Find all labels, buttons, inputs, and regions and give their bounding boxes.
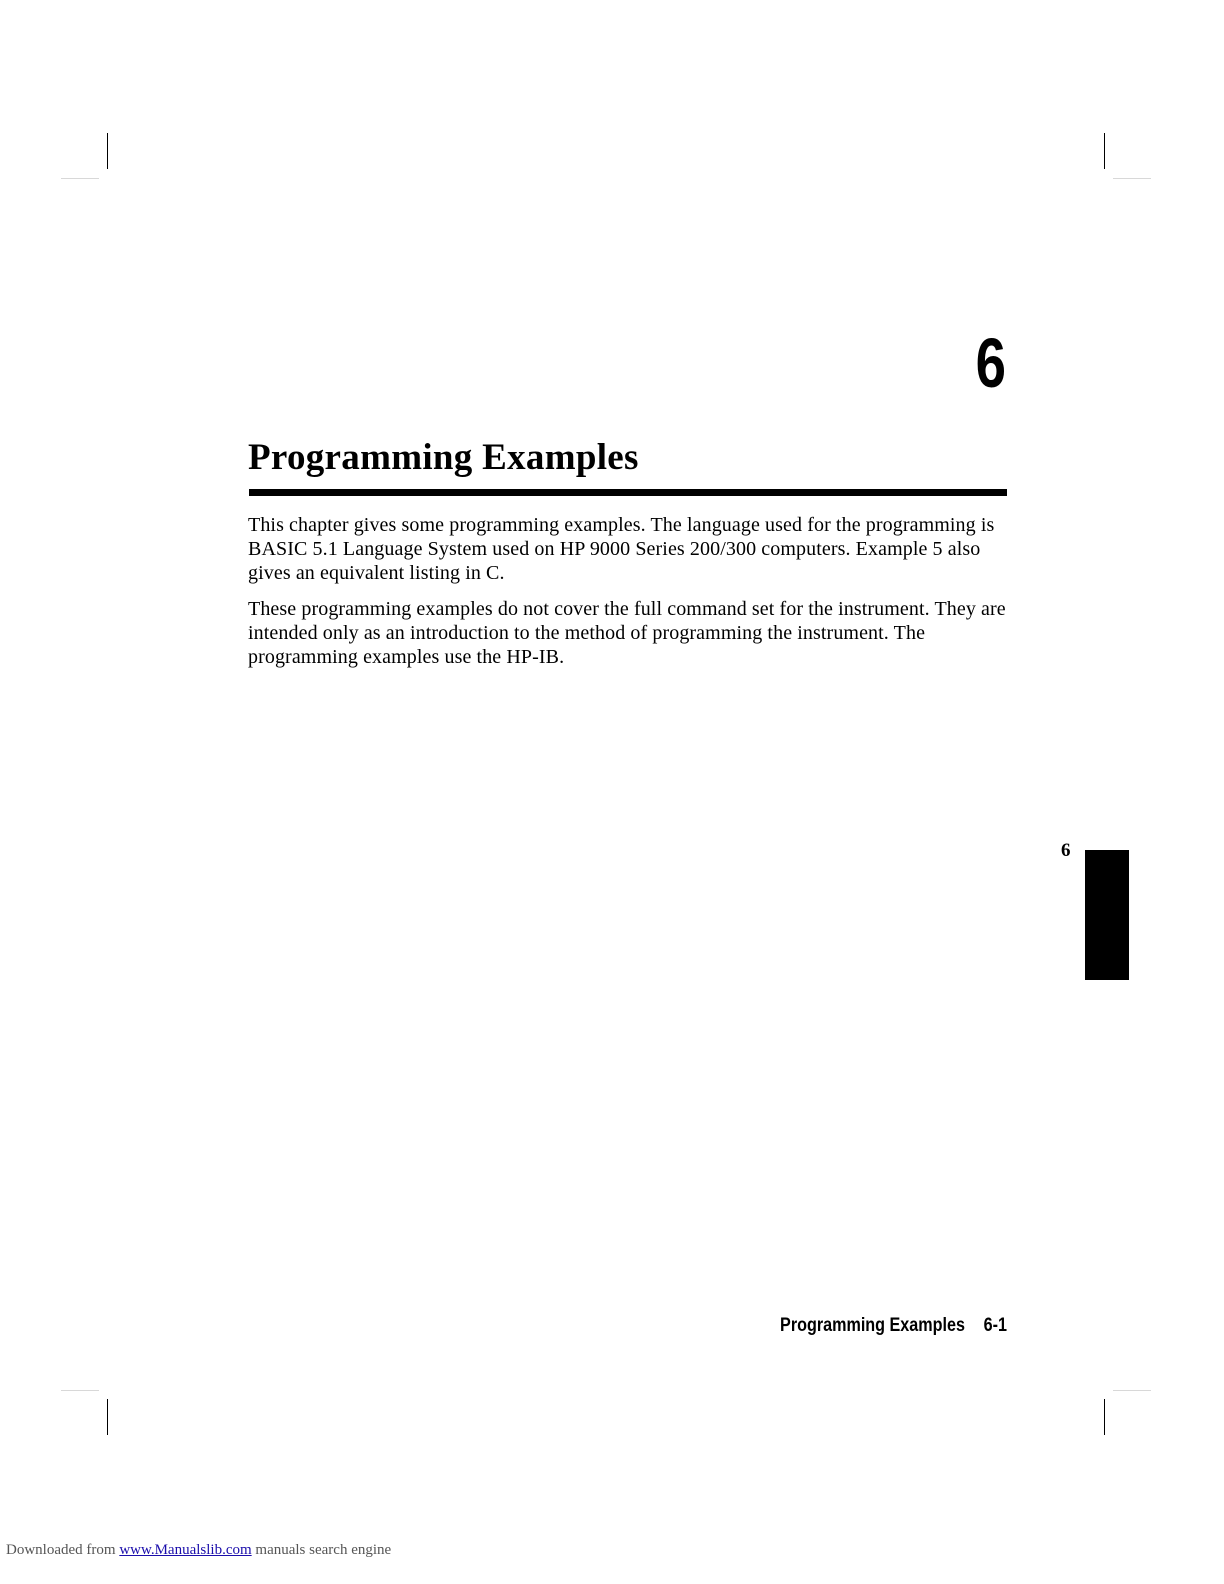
thumb-tab-label: 6 bbox=[1061, 840, 1071, 861]
download-note-suffix: manuals search engine bbox=[255, 1542, 392, 1558]
crop-mark-bottom-right bbox=[1104, 1399, 1105, 1435]
paragraph-intro: This chapter gives some programming examples. The language used for the programming is BASIC 5.1 Language System used on HP 9000 Series 200/300 computers. Example 5 also gives an equivalent listing in C. bbox=[248, 514, 995, 584]
manualslib-link[interactable]: www.Manualslib.com bbox=[119, 1542, 252, 1558]
paragraph-scope: These programming examples do not cover the full command set for the instrument. They are intended only as an introduction to the method of programming the instrument. The programming examples use the HP-IB. bbox=[248, 598, 1006, 668]
chapter-number: 6 bbox=[975, 324, 1006, 402]
page-footer bbox=[780, 1315, 1007, 1337]
crop-mark-bottom-left-h bbox=[61, 1390, 99, 1391]
footer-page-number: 6-1 bbox=[983, 1315, 1007, 1336]
title-rule bbox=[249, 489, 1007, 496]
footer-section-title: Programming Examples bbox=[780, 1315, 965, 1336]
crop-mark-bottom-left bbox=[107, 1399, 108, 1435]
chapter-title: Programming Examples bbox=[248, 437, 639, 478]
body-text bbox=[248, 513, 1008, 681]
crop-mark-top-left-h bbox=[61, 178, 99, 179]
crop-mark-bottom-right-h bbox=[1113, 1390, 1151, 1391]
download-note-prefix: Downloaded from bbox=[6, 1542, 116, 1558]
crop-mark-top-right bbox=[1104, 133, 1105, 169]
crop-mark-top-right-h bbox=[1113, 178, 1151, 179]
thumb-tab bbox=[1085, 850, 1129, 980]
download-note bbox=[6, 1542, 391, 1559]
crop-mark-top-left bbox=[107, 133, 108, 169]
